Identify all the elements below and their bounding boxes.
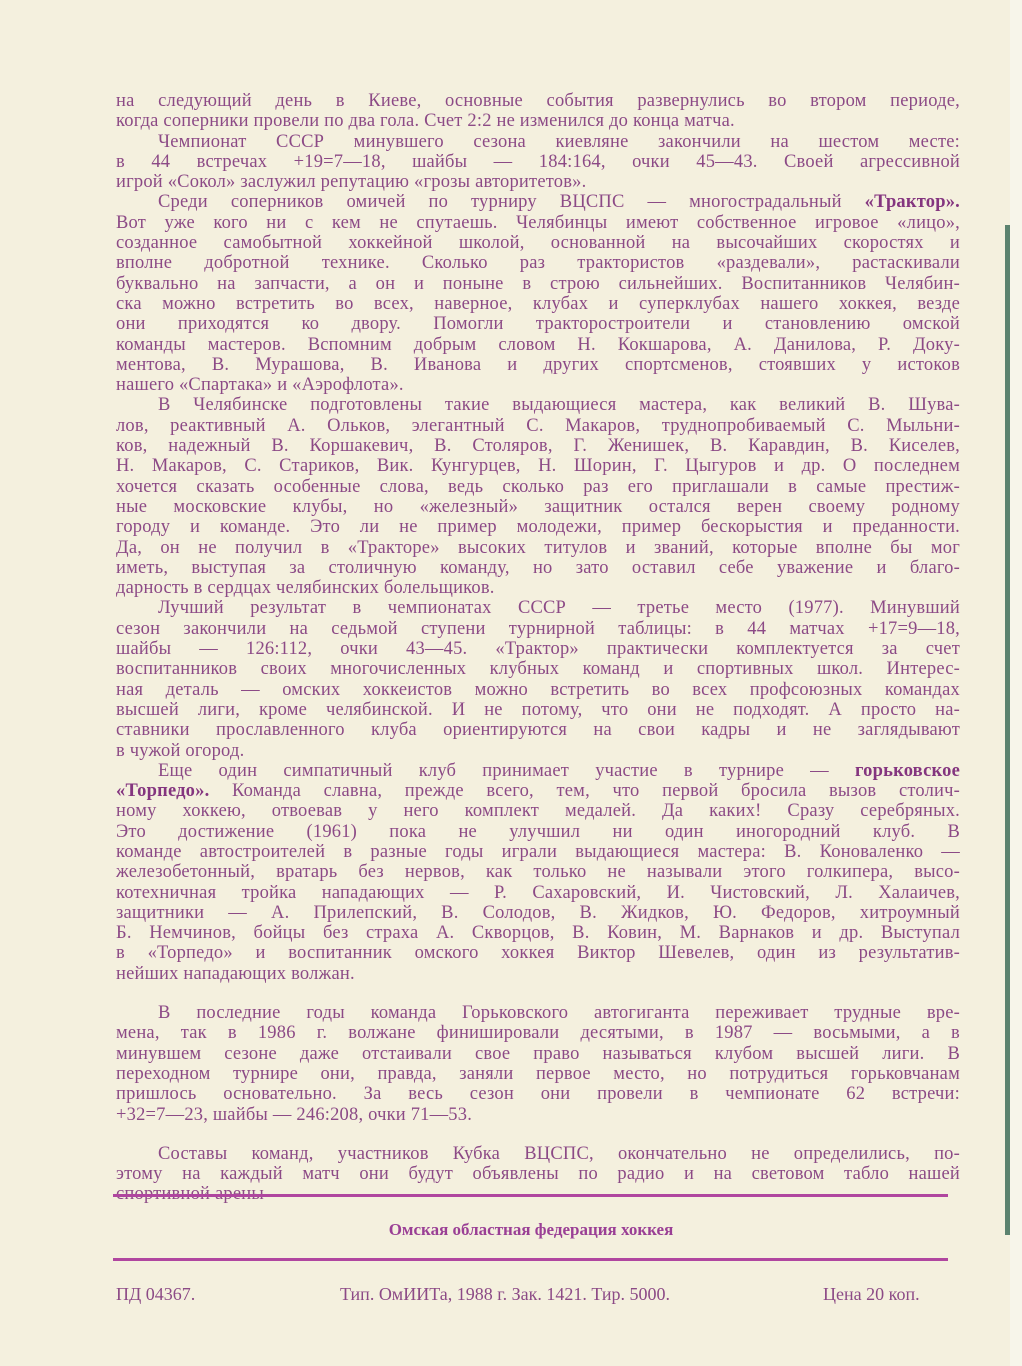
paragraph (116, 598, 960, 760)
text-line (116, 741, 960, 761)
line-text: мена, так в 1986 г. волжане финишировали десятыми, в 1987 — восьмыми, а в (116, 1023, 960, 1044)
text-line (116, 1105, 960, 1125)
line-text: на следующий день в Киеве, основные события развернулись во втором периоде, (116, 91, 960, 111)
text-line (116, 761, 960, 781)
line-text: минувшем сезоне даже отстаивали свое право называться клубом высшей лиги. В (116, 1043, 960, 1064)
text-line (116, 111, 960, 131)
text-line (116, 822, 960, 842)
line-text: ставники прославленного клуба ориентируются на свои кадры и не заглядывают (116, 720, 960, 741)
text-line (116, 477, 960, 497)
line-text: ска можно встретить во всех, наверное, клубах и суперклубах нашего хоккея, везде (116, 293, 960, 314)
line-text: В Челябинске подготовлены такие выдающиеся мастера, как великий В. Шува- (158, 395, 960, 416)
line-text: городу и команде. Это ли не пример молодежи, пример бескорыстия и преданности. (116, 517, 960, 538)
line-text: переходном турнире они, правда, заняли первое место, но потрудиться горьковчанам (116, 1063, 960, 1084)
text-line (116, 497, 960, 517)
price: Цена 20 коп. (823, 1284, 920, 1304)
line-text: команды мастеров. Вспомним добрым словом Н. Кокшарова, А. Данилова, Р. Доку- (116, 334, 960, 355)
text-line (116, 355, 960, 375)
text-line (116, 335, 960, 355)
team-name-bold: горьковское (855, 760, 960, 781)
print-code: ПД 04367. (116, 1284, 196, 1304)
divider-top (113, 1194, 948, 1197)
line-text: ная деталь — омских хоккеистов можно встретить во всех профсоюзных командах (116, 679, 960, 700)
text-line (116, 1144, 960, 1164)
print-imprint: Тип. ОмИИТа, 1988 г. Зак. 1421. Тир. 5000. (340, 1284, 671, 1304)
text-line (116, 294, 960, 314)
text-line (116, 619, 960, 639)
line-text: Лучший результат в чемпионатах СССР — третье место (1977). Минувший (158, 598, 960, 619)
line-text: Б. Немчинов, бойцы без страха А. Скворцов, В. Ковин, М. Варнаков и др. Выступал (116, 923, 960, 944)
text-line (116, 923, 960, 943)
line-text: созданное самобытной хоккейной школой, основанной на высочайших скоростях и (116, 233, 960, 254)
text-line (116, 1003, 960, 1023)
line-text: они приходятся ко двору. Помогли тракторостроители и становлению омской (116, 314, 960, 335)
text-line (116, 558, 960, 578)
paragraph (116, 395, 960, 598)
text-line (116, 1164, 960, 1184)
text-line (116, 132, 960, 152)
line-text: высшей лиги, кроме челябинской. И не потому, что они не подходят. А просто на- (116, 699, 960, 720)
text-line (116, 700, 960, 720)
text-line (116, 395, 960, 415)
line-text: пришлось основательно. За весь сезон они провели в чемпионате 62 встречи: (116, 1084, 960, 1105)
line-text: +32=7—23, шайбы — 246:208, очки 71—53. (116, 1104, 473, 1125)
text-line (116, 172, 960, 192)
line-text: дарность в сердцах челябинских болельщиков. (116, 578, 495, 599)
line-text: игрой «Сокол» заслужил репутацию «грозы авторитетов». (116, 172, 587, 193)
line-text: в чужой огород. (116, 740, 245, 761)
text-line (116, 781, 960, 801)
team-name-bold: «Торпедо». (116, 781, 210, 802)
text-line (116, 801, 960, 821)
text-line (116, 1023, 960, 1043)
line-text: Н. Макаров, С. Стариков, Вик. Кунгурцев, Н. Шорин, Г. Цыгуров и др. О последнем (116, 456, 960, 477)
line-text: Среди соперников омичей по турниру ВЦСПС — многострадальный (158, 192, 865, 213)
text-line (116, 538, 960, 558)
text-line (116, 274, 960, 294)
line-text: в «Торпедо» и воспитанник омского хоккея Виктор Шевелев, один из результатив- (116, 943, 960, 964)
text-line (116, 862, 960, 882)
line-text: Вот уже кого ни с кем не спутаешь. Челябинцы имеют собственное игровое «лицо», (116, 212, 960, 233)
line-text: иметь, выступая за столичную команду, но зато оставил себе уважение и благо- (116, 557, 960, 578)
text-line (116, 1044, 960, 1064)
team-name-bold: «Трактор». (864, 192, 960, 213)
paragraph (116, 91, 960, 132)
text-line (116, 639, 960, 659)
text-line (116, 578, 960, 598)
paragraph (116, 761, 960, 984)
line-text: команде автостроителей в разные годы играли выдающиеся мастера: В. Коноваленко — (116, 841, 960, 862)
text-line (116, 192, 960, 212)
line-text: ные московские клубы, но «железный» защитник остался верен своему родному (116, 496, 960, 517)
divider-bottom (113, 1258, 948, 1261)
line-text: буквально на запчасти, а он и поныне в строю сильнейших. Воспитанников Челябин- (116, 273, 960, 294)
line-text: ментова, В. Мурашова, В. Иванова и других спортсменов, стоявших у истоков (116, 354, 960, 375)
line-text: Составы команд, участников Кубка ВЦСПС, окончательно не определились, по- (158, 1143, 960, 1164)
text-line (116, 375, 960, 395)
line-text: ков, надежный В. Коршакевич, В. Столяров, Г. Женишек, В. Каравдин, В. Киселев, (116, 436, 960, 457)
line-text: шайбы — 126:112, очки 43—45. «Трактор» практически комплектуется за счет (116, 639, 960, 660)
line-text: Команда славна, прежде всего, тем, что первой бросила вызов столич- (209, 781, 960, 802)
binding-strip (1005, 225, 1010, 1235)
line-text: Да, он не получил в «Тракторе» высоких титулов и званий, которые вполне бы мог (116, 537, 960, 558)
line-text: котехничная тройка нападающих — Р. Сахаровский, И. Чистовский, Л. Халаичев, (116, 882, 960, 903)
text-line (116, 598, 960, 618)
text-line (116, 213, 960, 233)
line-text: железобетонный, вратарь без нервов, как только не называли этого голкипера, высо- (116, 862, 960, 883)
paragraph (116, 1003, 960, 1125)
text-line (116, 943, 960, 963)
text-line (116, 964, 960, 984)
line-text: В последние годы команда Горьковского автогиганта переживает трудные вре- (158, 1003, 960, 1024)
paragraph (116, 192, 960, 395)
line-text: ному хоккею, отвоевав у него комплект медалей. Да каких! Сразу серебряных. (116, 801, 960, 822)
line-text: хочется сказать особенные слова, ведь сколько раз его приглашали в самые престиж- (116, 476, 960, 497)
text-line (116, 233, 960, 253)
line-text: Это достижение (1961) пока не улучшил ни один иногородний клуб. В (116, 821, 960, 842)
text-line (116, 1064, 960, 1084)
page-edge (1010, 0, 1022, 1366)
line-text: когда соперники провели по два гола. Счет 2:2 не изменился до конца матча. (116, 111, 735, 132)
line-text: вполне добротной технике. Сколько раз трактористов «раздевали», растаскивали (116, 253, 960, 274)
text-line (116, 314, 960, 334)
text-line (116, 456, 960, 476)
text-line (116, 152, 960, 172)
text-line (116, 253, 960, 273)
article-body (116, 91, 960, 1205)
text-line (116, 416, 960, 436)
line-text: Чемпионат СССР минувшего сезона киевляне закончили на шестом месте: (158, 131, 960, 152)
text-line (116, 720, 960, 740)
line-text: нашего «Спартака» и «Аэрофлота». (116, 375, 404, 396)
organization-name: Омская областная федерация хоккея (388, 1220, 674, 1239)
text-line (116, 659, 960, 679)
line-text: в 44 встречах +19=7—18, шайбы — 184:164, очки 45—43. Своей агрессивной (116, 151, 960, 172)
text-line (116, 436, 960, 456)
text-line (116, 883, 960, 903)
line-text: Еще один симпатичный клуб принимает участие в турнире — (158, 760, 856, 781)
line-text: лов, реактивный А. Ольков, элегантный С. Макаров, труднопробиваемый С. Мыльни- (116, 415, 960, 436)
paragraph (116, 132, 960, 193)
text-line (116, 517, 960, 537)
line-text: защитники — А. Прилепский, В. Солодов, В. Жидков, Ю. Федоров, хитроумный (116, 902, 960, 923)
text-line (116, 903, 960, 923)
text-line (116, 91, 960, 111)
line-text: этому на каждый матч они будут объявлены по радио и на световом табло нашей (116, 1164, 960, 1185)
line-text: сезон закончили на седьмой ступени турнирной таблицы: в 44 матчах +17=9—18, (116, 618, 960, 639)
text-line (116, 842, 960, 862)
line-text: нейших нападающих волжан. (116, 963, 355, 984)
text-line (116, 1084, 960, 1104)
text-line (116, 680, 960, 700)
line-text: воспитанников своих многочисленных клубных команд и спортивных школ. Интерес- (116, 659, 960, 680)
